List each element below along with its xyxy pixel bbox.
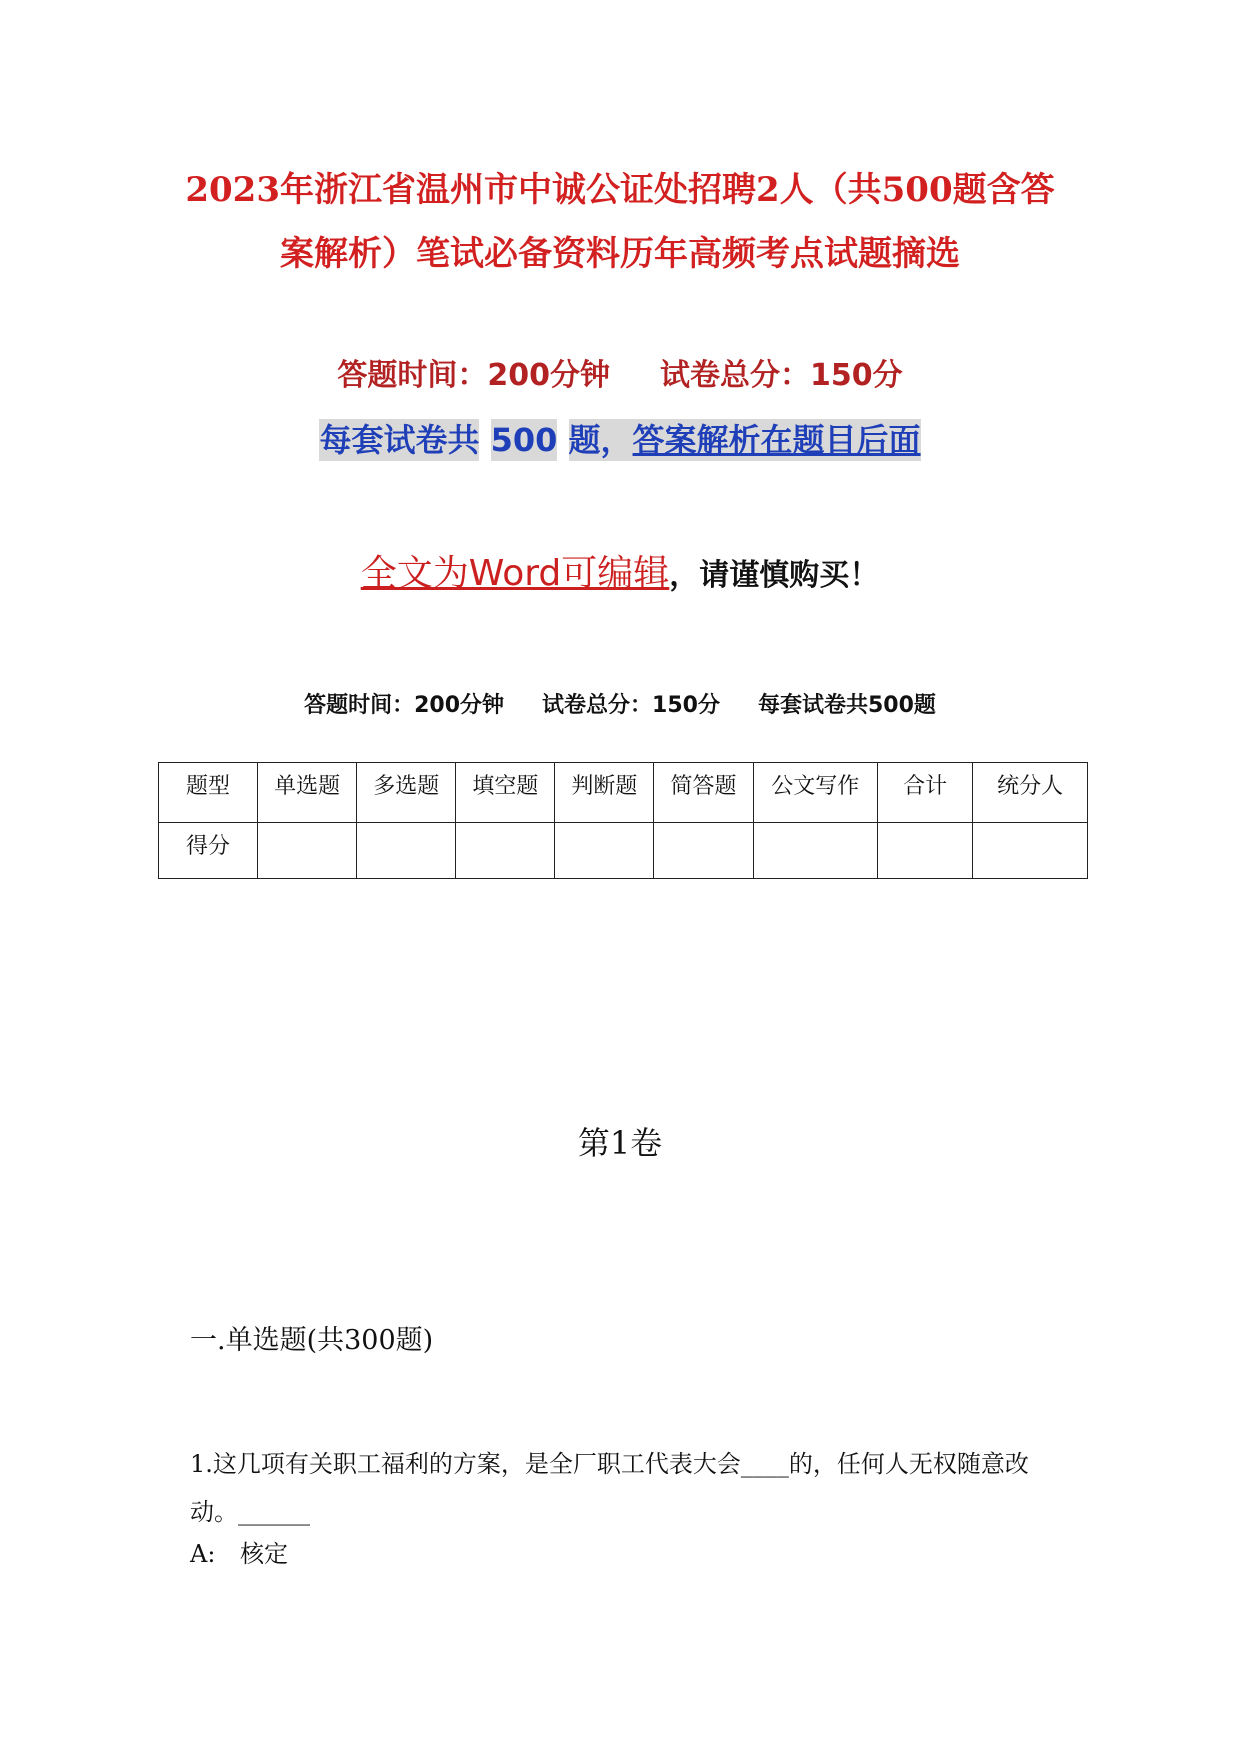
purchase-warning: ，请谨慎购买！ (669, 558, 880, 593)
count-suffix: 题， (568, 421, 633, 459)
title-line-1: 2023年浙江省温州市中诚公证处招聘2人（共500题含答 (185, 170, 1055, 210)
score-table-header-row (159, 763, 1088, 823)
word-editable-link[interactable]: 全文为Word可编辑 (360, 553, 670, 594)
header-cell: 填空题 (456, 763, 555, 823)
option-a (190, 1534, 288, 1569)
exam-score: 试卷总分：150分 (660, 358, 903, 393)
summary-time: 答题时间：200分钟 (304, 693, 505, 718)
summary-line (150, 688, 1090, 719)
score-cell[interactable] (878, 823, 973, 879)
summary-score: 试卷总分：150分 (542, 693, 720, 718)
score-cell[interactable] (258, 823, 357, 879)
row-label: 得分 (159, 823, 258, 879)
header-cell: 简答题 (654, 763, 753, 823)
section-title: 一.单选题(共300题) (190, 1325, 434, 1356)
volume-title: 第1卷 (577, 1124, 663, 1162)
header-cell: 统分人 (973, 763, 1088, 823)
header-cell: 公文写作 (753, 763, 877, 823)
score-table (158, 762, 1088, 879)
summary-count: 每套试卷共500题 (757, 693, 936, 718)
score-cell[interactable] (753, 823, 877, 879)
editable-notice (150, 545, 1090, 596)
header-cell: 多选题 (357, 763, 456, 823)
header-cell: 判断题 (555, 763, 654, 823)
count-number: 500 (490, 421, 558, 459)
score-cell[interactable] (973, 823, 1088, 879)
question-count-line (150, 415, 1090, 461)
exam-info-line (150, 350, 1090, 394)
score-cell[interactable] (555, 823, 654, 879)
header-cell: 合计 (878, 763, 973, 823)
option-text: 核定 (240, 1540, 288, 1568)
answer-location-link[interactable]: 答案解析在题目后面 (632, 421, 921, 459)
score-cell[interactable] (357, 823, 456, 879)
score-table-score-row (159, 823, 1088, 879)
score-cell[interactable] (654, 823, 753, 879)
header-cell: 单选题 (258, 763, 357, 823)
document-title (150, 158, 1090, 286)
option-label: A: (190, 1540, 216, 1568)
header-cell: 题型 (159, 763, 258, 823)
title-line-2: 案解析）笔试必备资料历年高频考点试题摘选 (280, 234, 960, 274)
exam-time: 答题时间：200分钟 (337, 358, 610, 393)
count-prefix: 每套试卷共 (319, 421, 480, 459)
question-text: 1.这几项有关职工福利的方案，是全厂职工代表大会____的，任何人无权随意改动。______ (190, 1450, 1029, 1526)
score-cell[interactable] (456, 823, 555, 879)
